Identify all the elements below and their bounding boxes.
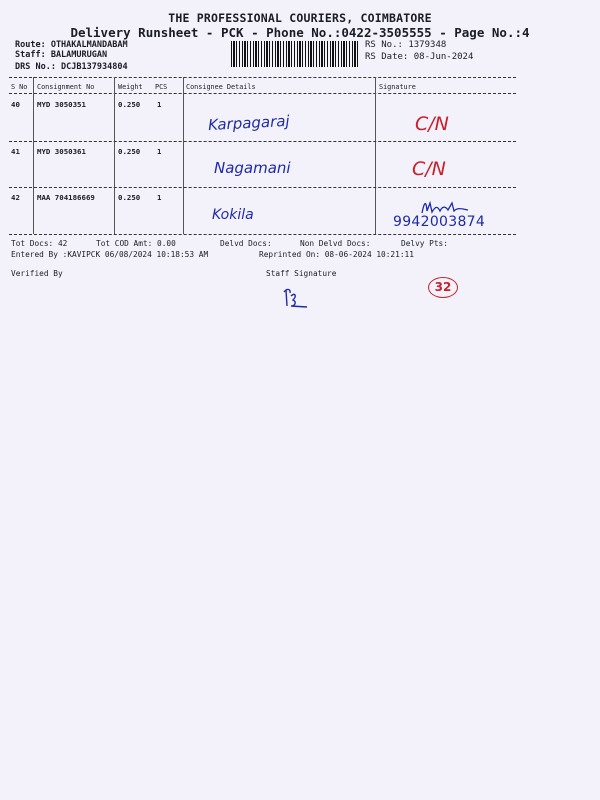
- header-sno: S No: [11, 83, 28, 91]
- rs-date: RS Date: 08-Jun-2024: [365, 52, 474, 62]
- staff-signature-label: Staff Signature: [266, 269, 337, 278]
- row-consignee-handwritten: Karpagaraj: [207, 111, 291, 135]
- row-pcs: 1: [157, 100, 162, 109]
- table-header-rule: [9, 93, 516, 94]
- row-pcs: 1: [157, 193, 162, 202]
- non-delivered-docs: Non Delvd Docs:: [300, 239, 371, 248]
- runsheet-title: Delivery Runsheet - PCK - Phone No.:0422-3505555 - Page No.:4: [70, 25, 530, 40]
- table-bottom-rule: [9, 234, 516, 235]
- row-divider: [9, 141, 516, 142]
- header-consignee: Consignee Details: [186, 83, 256, 91]
- verified-by-label: Verified By: [11, 269, 63, 278]
- column-divider: [375, 77, 376, 234]
- row-sno: 40: [11, 100, 20, 109]
- header-weight: Weight: [118, 83, 143, 91]
- staff-signature-scribble: [281, 284, 325, 314]
- row-consignment: MYD 3050361: [37, 147, 86, 156]
- row-signature-phone: 9942003874: [393, 214, 486, 230]
- column-divider: [114, 77, 115, 234]
- row-sno: 42: [11, 193, 20, 202]
- row-signature-handwritten: C/N: [415, 113, 449, 135]
- column-divider: [183, 77, 184, 234]
- row-weight: 0.250: [118, 100, 141, 109]
- header-consignment: Consignment No: [37, 83, 95, 91]
- circled-count: 32: [434, 280, 452, 294]
- company-name: THE PROFESSIONAL COURIERS, COIMBATORE: [168, 11, 432, 25]
- staff: Staff: BALAMURUGAN: [15, 50, 108, 60]
- row-consignee-handwritten: Nagamani: [214, 159, 291, 177]
- delivery-points: Delvy Pts:: [401, 239, 448, 248]
- entered-by: Entered By :KAVIPCK 06/08/2024 10:18:53 AM: [11, 250, 209, 259]
- row-consignment: MYD 3050351: [37, 100, 86, 109]
- row-signature-handwritten: C/N: [412, 158, 446, 180]
- circled-count-stamp: [428, 277, 458, 298]
- drs-number: DRS No.: DCJB137934804: [15, 62, 128, 72]
- row-divider: [9, 187, 516, 188]
- route: Route: OTHAKALMANDABAM: [15, 40, 128, 50]
- row-sno: 41: [11, 147, 20, 156]
- reprinted-on: Reprinted On: 08-06-2024 10:21:11: [259, 250, 414, 259]
- column-divider: [33, 77, 34, 234]
- row-pcs: 1: [157, 147, 162, 156]
- barcode: [231, 41, 359, 67]
- row-weight: 0.250: [118, 193, 141, 202]
- row-consignment: MAA 704186669: [37, 193, 95, 202]
- row-weight: 0.250: [118, 147, 141, 156]
- total-docs: Tot Docs: 42: [11, 239, 68, 248]
- delivered-docs: Delvd Docs:: [220, 239, 272, 248]
- rs-number: RS No.: 1379348: [365, 40, 447, 50]
- total-cod-amount: Tot COD Amt: 0.00: [96, 239, 176, 248]
- header-signature: Signature: [379, 83, 416, 91]
- header-pcs: PCS: [155, 83, 168, 91]
- row-consignee-handwritten: Kokila: [212, 207, 254, 223]
- table-top-rule: [9, 77, 516, 78]
